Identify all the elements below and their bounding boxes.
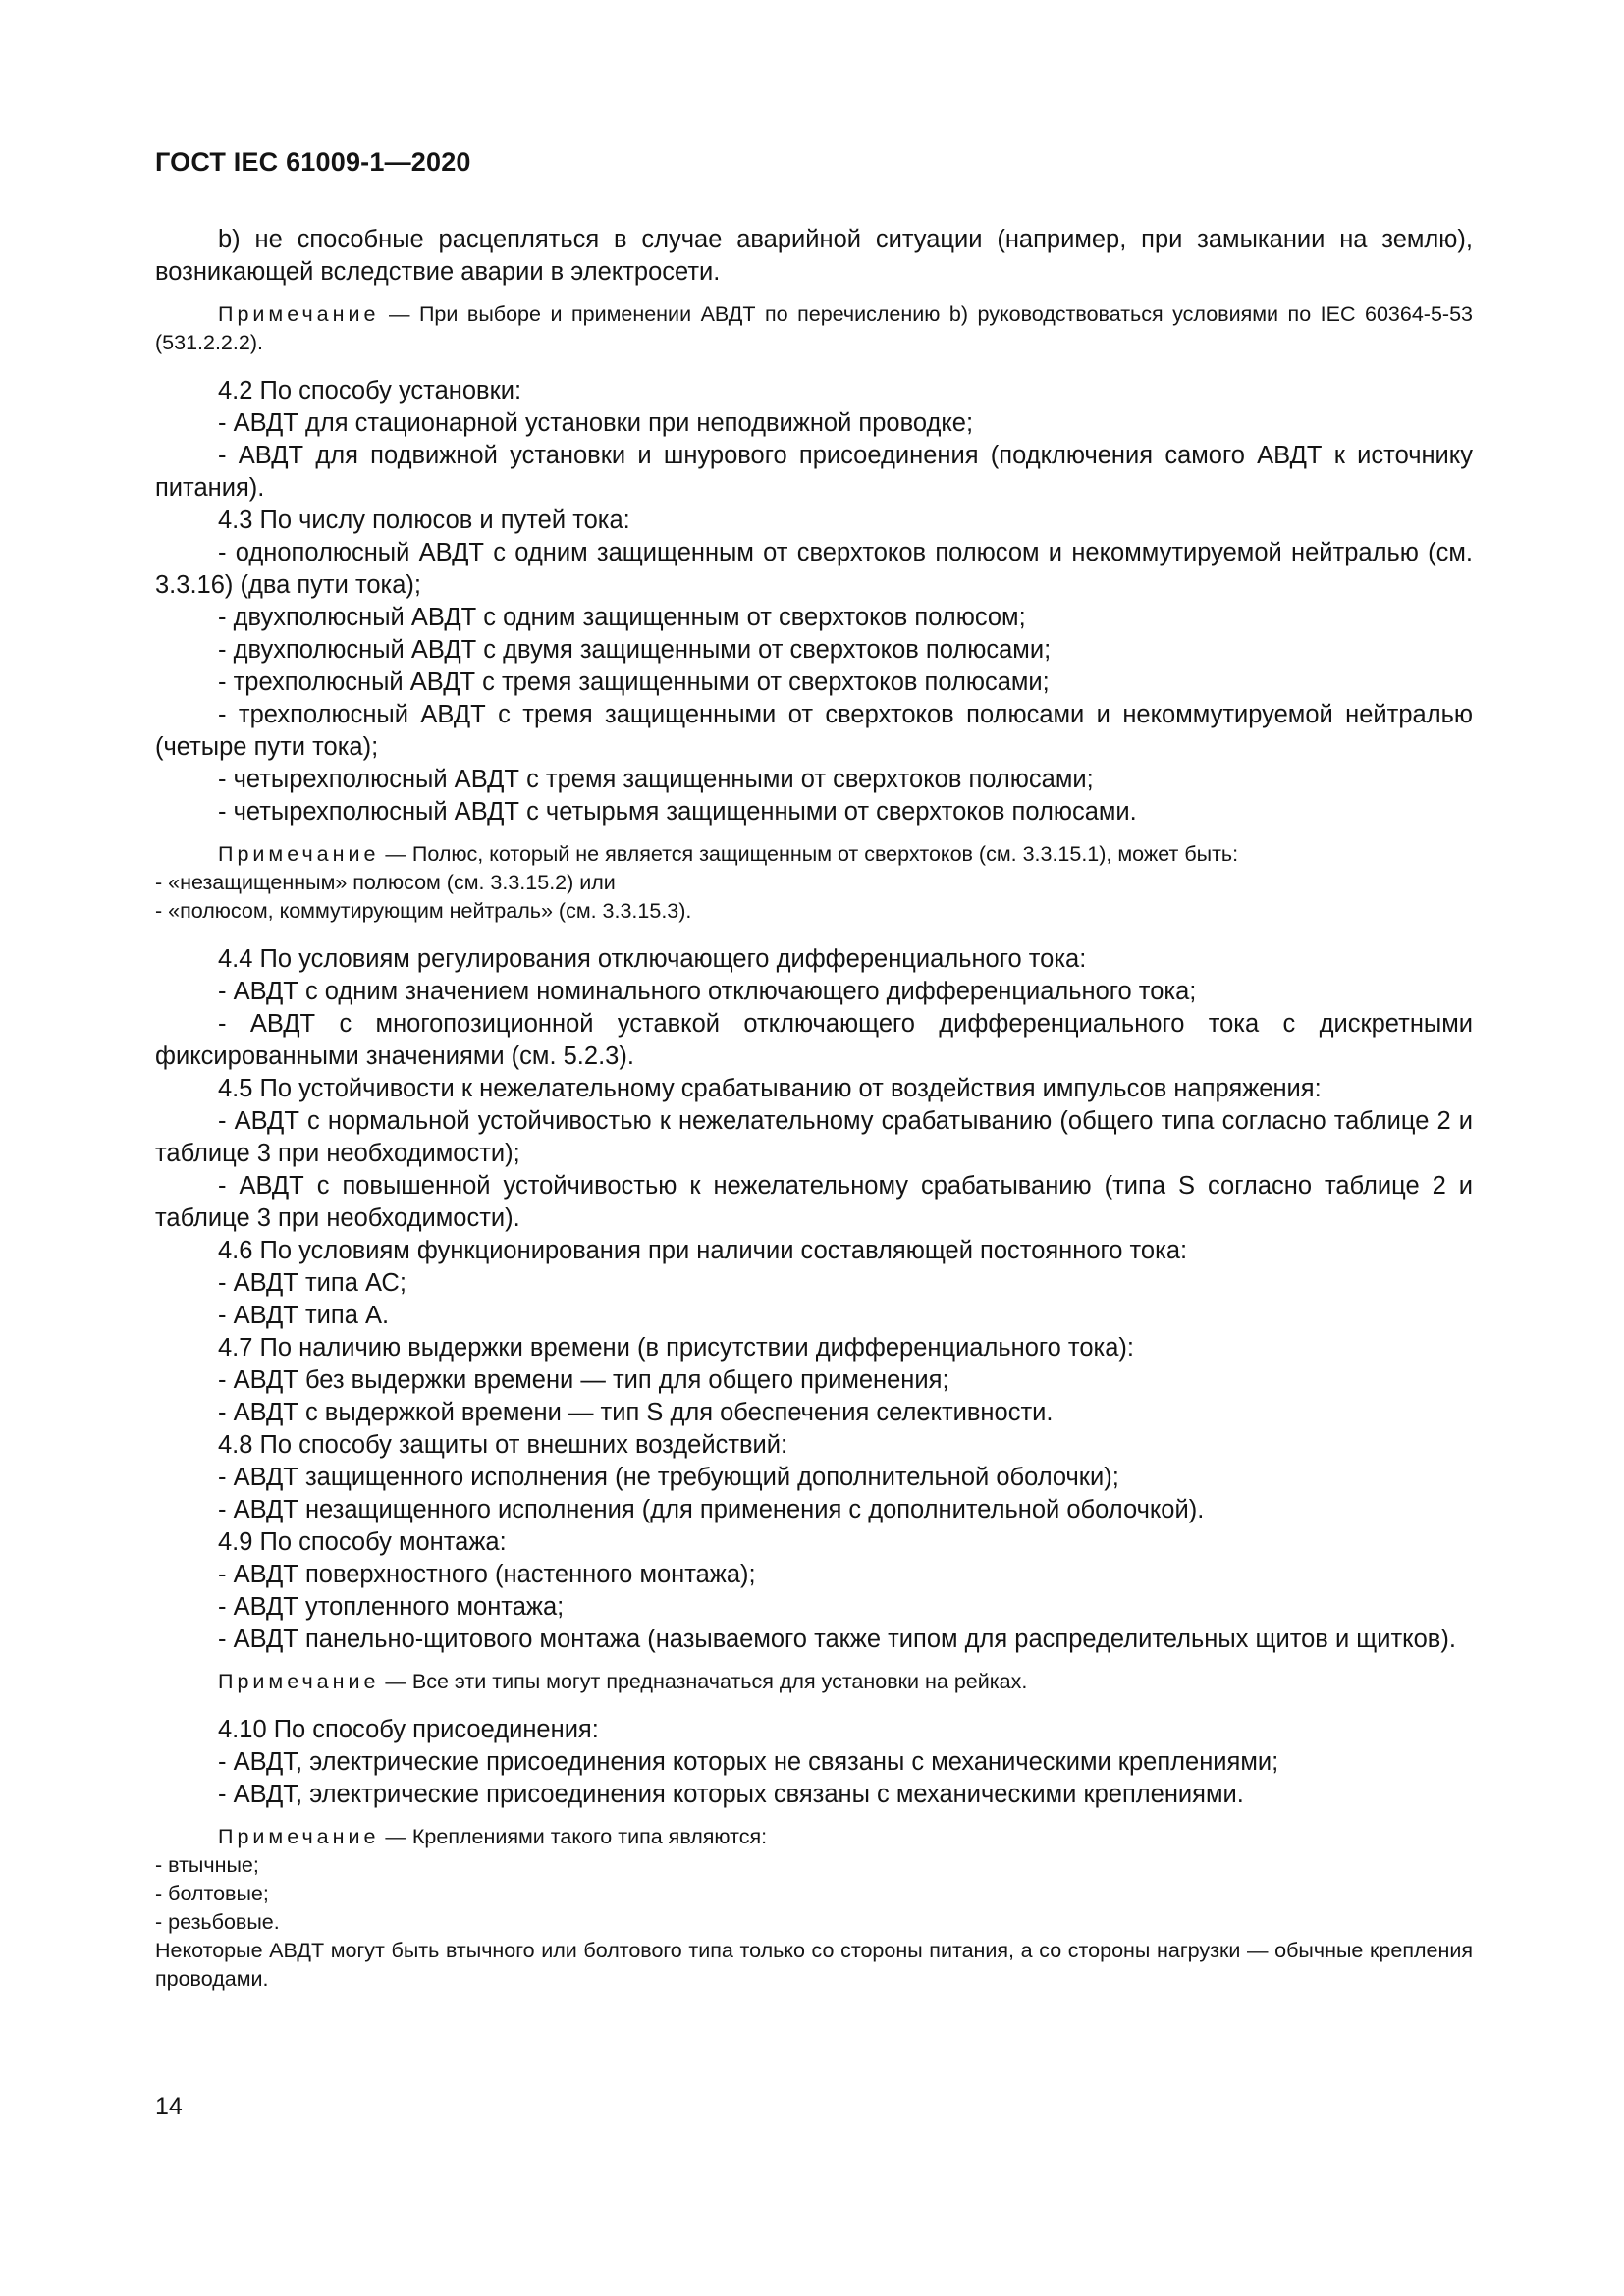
section-heading-4-9: 4.9 По способу монтажа: (218, 1528, 507, 1556)
document-header: ГОСТ IEC 61009-1—2020 (155, 147, 471, 177)
list-item: - АВДТ незащищенного исполнения (для применения с дополнительной оболочкой). (218, 1496, 1205, 1523)
list-item: - АВДТ защищенного исполнения (не требующий дополнительной оболочки); (218, 1464, 1119, 1491)
note-text: — При выборе и применении АВДТ по перечислению b) руководствоваться условиями по IEC 60364-5-53 (531.2.2.2). (155, 302, 1473, 354)
list-item: - АВДТ утопленного монтажа; (218, 1593, 565, 1621)
section-heading-4-2: 4.2 По способу установки: (218, 377, 522, 404)
list-item: - АВДТ типа АС; (218, 1269, 406, 1297)
list-item: - АВДТ, электрические присоединения которых не связаны с механическими креплениями; (218, 1748, 1279, 1776)
note-label: Примечание (218, 1825, 380, 1848)
list-item: - АВДТ панельно-щитового монтажа (называемого также типом для распределительных щитов и щитков). (218, 1626, 1456, 1653)
note-label: Примечание (218, 842, 380, 866)
note (155, 1668, 1473, 1696)
list-item: - АВДТ с одним значением номинального отключающего дифференциального тока; (218, 978, 1197, 1005)
note (155, 1823, 1473, 1851)
list-item: - АВДТ с выдержкой времени — тип S для обеспечения селективности. (218, 1399, 1054, 1426)
note (155, 300, 1473, 357)
section-heading-4-5: 4.5 По устойчивости к нежелательному срабатыванию от воздействия импульсов напряжения: (218, 1075, 1322, 1102)
list-item: - АВДТ для стационарной установки при неподвижной проводке; (218, 409, 974, 437)
list-item: - двухполюсный АВДТ с двумя защищенными от сверхтоков полюсами; (218, 636, 1052, 664)
note-text: — Креплениями такого типа являются: (379, 1825, 768, 1848)
note-text: — Полюс, который не является защищенным от сверхтоков (см. 3.3.15.1), может быть: (379, 842, 1239, 866)
note-text: Некоторые АВДТ могут быть втычного или болтового типа только со стороны питания, а со стороны нагрузки — обычные крепления проводами. (155, 1939, 1473, 1991)
list-item: - трехполюсный АВДТ с тремя защищенными от сверхтоков полюсами и некоммутируемой нейтралью (четыре пути тока); (155, 701, 1473, 761)
section-heading-4-10: 4.10 По способу присоединения: (218, 1716, 599, 1743)
section-heading-4-4: 4.4 По условиям регулирования отключающего дифференциального тока: (218, 945, 1087, 973)
note-item: - болтовые; (155, 1882, 269, 1905)
list-item: - АВДТ с повышенной устойчивостью к нежелательному срабатыванию (типа S согласно таблице 2 и таблице 3 при необходимости). (155, 1172, 1473, 1232)
section-heading-4-8: 4.8 По способу защиты от внешних воздействий: (218, 1431, 788, 1459)
list-item: - АВДТ поверхностного (настенного монтажа); (218, 1561, 756, 1588)
list-item: - трехполюсный АВДТ с тремя защищенными от сверхтоков полюсами; (218, 668, 1050, 696)
note-label: Примечание (218, 302, 380, 326)
list-item: - АВДТ, электрические присоединения которых связаны с механическими креплениями. (218, 1781, 1244, 1808)
page-body (155, 224, 1473, 1994)
list-item: - однополюсный АВДТ с одним защищенным от сверхтоков полюсом и некоммутируемой нейтралью (см. 3.3.16) (два пути тока); (155, 539, 1473, 599)
page-number: 14 (155, 2093, 183, 2120)
list-item: - четырехполюсный АВДТ с четырьмя защищенными от сверхтоков полюсами. (218, 798, 1137, 826)
list-item: - АВДТ для подвижной установки и шнурового присоединения (подключения самого АВДТ к источнику питания). (155, 442, 1473, 502)
section-heading-4-6: 4.6 По условиям функционирования при наличии составляющей постоянного тока: (218, 1237, 1188, 1264)
list-item: - АВДТ типа А. (218, 1302, 390, 1329)
note (155, 840, 1473, 869)
section-heading-4-3: 4.3 По числу полюсов и путей тока: (218, 507, 630, 534)
list-item: - четырехполюсный АВДТ с тремя защищенными от сверхтоков полюсами; (218, 766, 1094, 793)
paragraph: b) не способные расцепляться в случае аварийной ситуации (например, при замыкании на землю), возникающей вследствие аварии в электросети. (155, 226, 1473, 286)
section-heading-4-7: 4.7 По наличию выдержки времени (в присутствии дифференциального тока): (218, 1334, 1134, 1362)
note-item: - «полюсом, коммутирующим нейтраль» (см. 3.3.15.3). (155, 899, 692, 923)
list-item: - АВДТ с нормальной устойчивостью к нежелательному срабатыванию (общего типа согласно таблице 2 и таблице 3 при необходимости); (155, 1107, 1473, 1167)
list-item: - АВДТ с многопозиционной уставкой отключающего дифференциального тока с дискретными фиксированными значениями (см. 5.2.3). (155, 1010, 1473, 1070)
list-item: - АВДТ без выдержки времени — тип для общего применения; (218, 1366, 949, 1394)
note-label: Примечание (218, 1670, 380, 1693)
note-item: - втычные; (155, 1853, 259, 1877)
note-item: - резьбовые. (155, 1910, 280, 1934)
note-item: - «незащищенным» полюсом (см. 3.3.15.2) или (155, 871, 616, 894)
note-text: — Все эти типы могут предназначаться для установки на рейках. (379, 1670, 1028, 1693)
list-item: - двухполюсный АВДТ с одним защищенным от сверхтоков полюсом; (218, 604, 1026, 631)
